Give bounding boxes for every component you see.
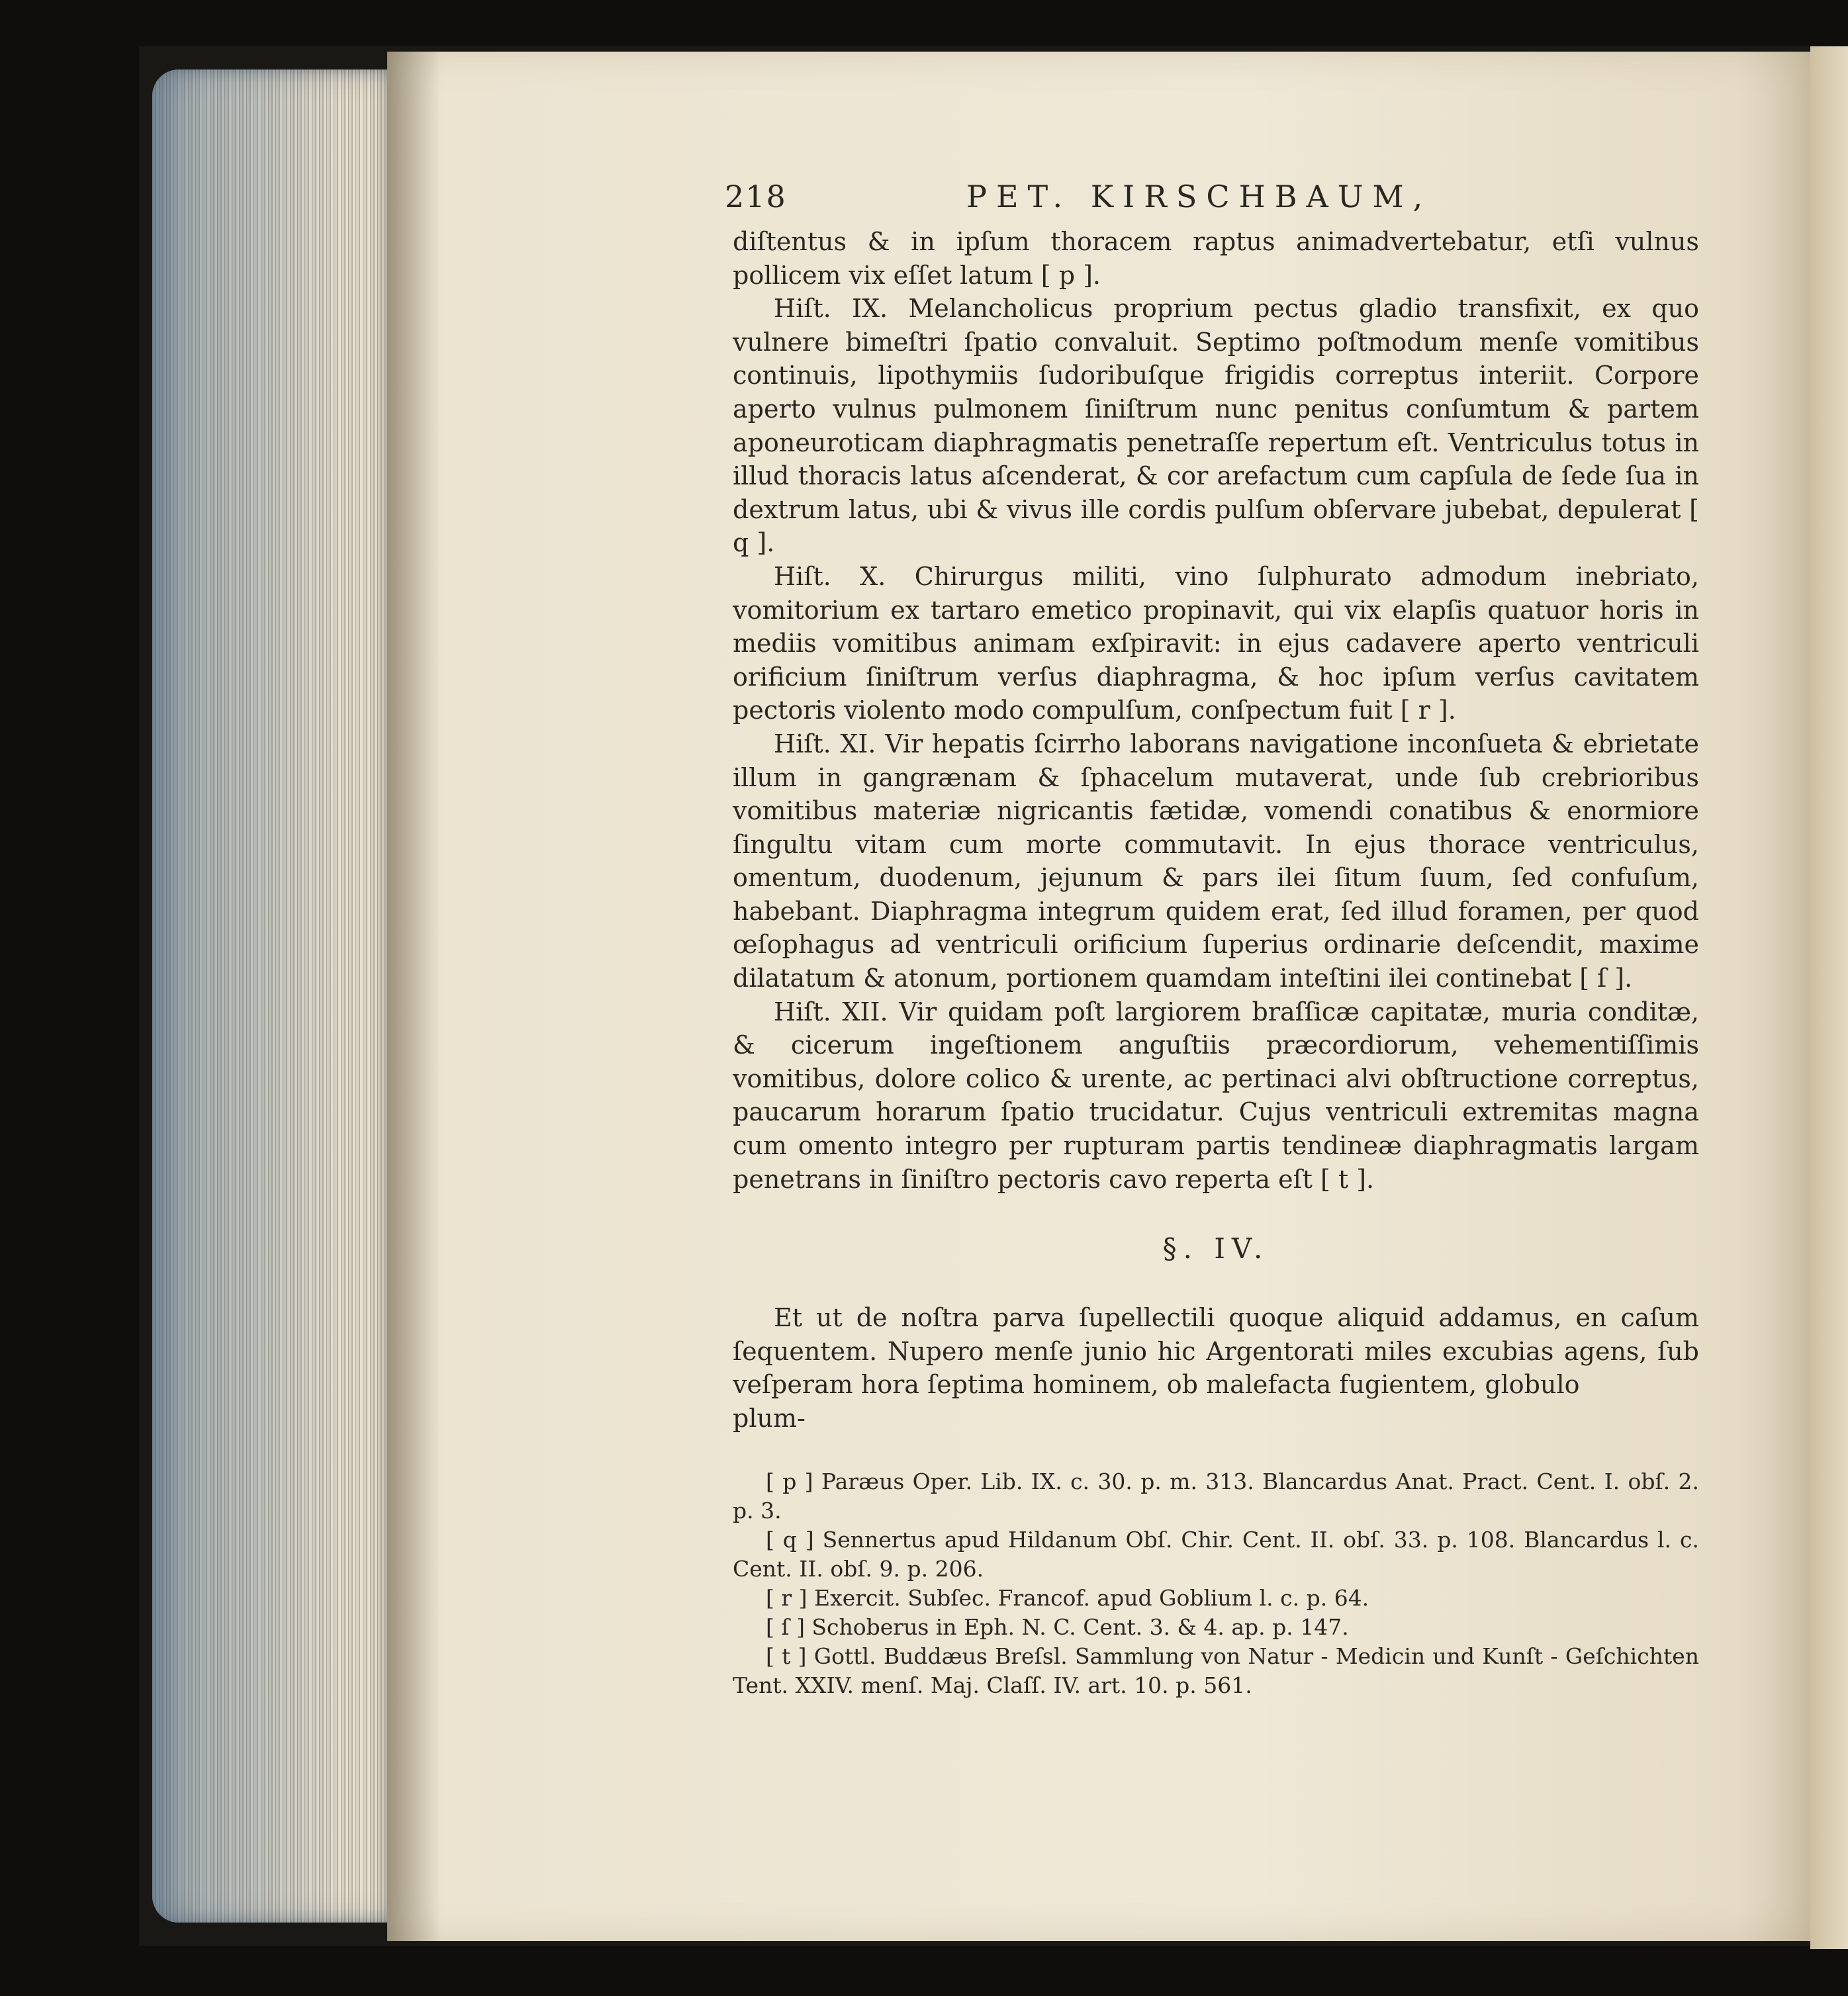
footnote-r: [ r ] Exercit. Subſec. Francof. apud Goblium l. c. p. 64. bbox=[766, 1584, 1369, 1611]
running-title: PET. KIRSCHBAUM, bbox=[966, 179, 1432, 214]
footnotes bbox=[733, 1467, 1699, 1700]
paragraph-section-iv: Et ut de noſtra parva ſupellectili quoque aliquid addamus, en caſum ſequentem. Nupero menſe junio hic Argentorati miles excubias agens, ſub veſperam hora ſeptima hominem, ob malefacta fugientem, globulo bbox=[733, 1303, 1699, 1400]
paragraph-hist-xi: Hiſt. XI. Vir hepatis ſcirrho laborans navigatione inconſueta & ebrietate illum in gangrænam & ſphacelum mutaverat, unde ſub crebrioribus vomitibus materiæ nigricantis fætidæ, vomendi conatibus & enormiore ſingultu vitam cum morte commutavit. In ejus thorace ventriculus, omentum, duodenum, jejunum & pars ilei ſitum ſuum, ſed confuſum, habebant. Diaphragma integrum quidem erat, ſed illud foramen, per quod œſophagus ad ventriculi orificium ſuperius ordinarie deſcendit, maxime dilatatum & atonum, portionem quamdam inteſtini ilei continebat [ ſ ]. bbox=[733, 729, 1699, 993]
book-page-edges bbox=[152, 69, 391, 1923]
next-page-edge bbox=[1810, 46, 1848, 1949]
gutter-shadow bbox=[387, 52, 440, 1941]
page-number: 218 bbox=[725, 179, 787, 214]
section-heading: §. IV. bbox=[1162, 1232, 1270, 1265]
paragraph-continuation: diſtentus & in ipſum thoracem raptus animadvertebatur, etſi vulnus pollicem vix eſſet latum [ p ]. bbox=[733, 227, 1699, 290]
paragraph-hist-ix: Hiſt. IX. Melancholicus proprium pectus gladio transfixit, ex quo vulnere bimeſtri ſpatio convaluit. Septimo poſtmodum menſe vomitibus continuis, lipothymiis ſudoribuſque frigidis correptus interiit. Corpore aperto vulnus pulmonem ſiniſtrum nunc penitus conſumtum & partem aponeuroticam diaphragmatis penetraſſe repertum eſt. Ventriculus totus in illud thoracis latus aſcenderat, & cor arefactum cum capſula de ſede ſua in dextrum latus, ubi & vivus ille cordis pulſum obſervare jubebat, depulerat [ q ]. bbox=[733, 294, 1699, 558]
catchword: plum- bbox=[733, 1404, 806, 1433]
footnote-s: [ ſ ] Schoberus in Eph. N. C. Cent. 3. & 4. ap. p. 147. bbox=[766, 1613, 1349, 1640]
paragraph-hist-x: Hiſt. X. Chirurgus militi, vino ſulphurato admodum inebriato, vomitorium ex tartaro emetico propinavit, qui vix elapſis quatuor horis in mediis vomitibus animam exſpiravit: in ejus cadavere aperto ventriculi orificium ſiniſtrum verſus diaphragma, & hoc ipſum verſus cavitatem pectoris violento modo compulſum, conſpectum fuit [ r ]. bbox=[733, 561, 1699, 725]
footnote-p: [ p ] Paræus Oper. Lib. IX. c. 30. p. m. 313. Blancardus Anat. Pract. Cent. I. obſ. 2. p. 3. bbox=[733, 1468, 1699, 1523]
footnote-q: [ q ] Sennertus apud Hildanum Obſ. Chir. Cent. II. obſ. 33. p. 108. Blancardus l. c. Cent. II. obſ. 9. p. 206. bbox=[733, 1526, 1699, 1582]
running-head bbox=[725, 179, 1699, 225]
page-content bbox=[725, 179, 1699, 1700]
footnote-t: [ t ] Gottl. Buddæus Breſsl. Sammlung von Natur - Medicin und Kunſt - Geſchichten Tent. XXIV. menſ. Maj. Claſſ. IV. art. 10. p. 561. bbox=[733, 1643, 1699, 1698]
body-text bbox=[733, 225, 1699, 1435]
paragraph-hist-xii: Hiſt. XII. Vir quidam poſt largiorem braſſicæ capitatæ, muria conditæ, & cicerum ingeſtionem anguſtiis præcordiorum, vehementiſſimis vomitibus, dolore colico & urente, ac pertinaci alvi obſtructione correptus, paucarum horarum ſpatio trucidatur. Cujus ventriculi extremitas magna cum omento integro per rupturam partis tendineæ diaphragmatis largam penetrans in ſiniſtro pectoris cavo reperta eſt [ t ]. bbox=[733, 997, 1699, 1194]
